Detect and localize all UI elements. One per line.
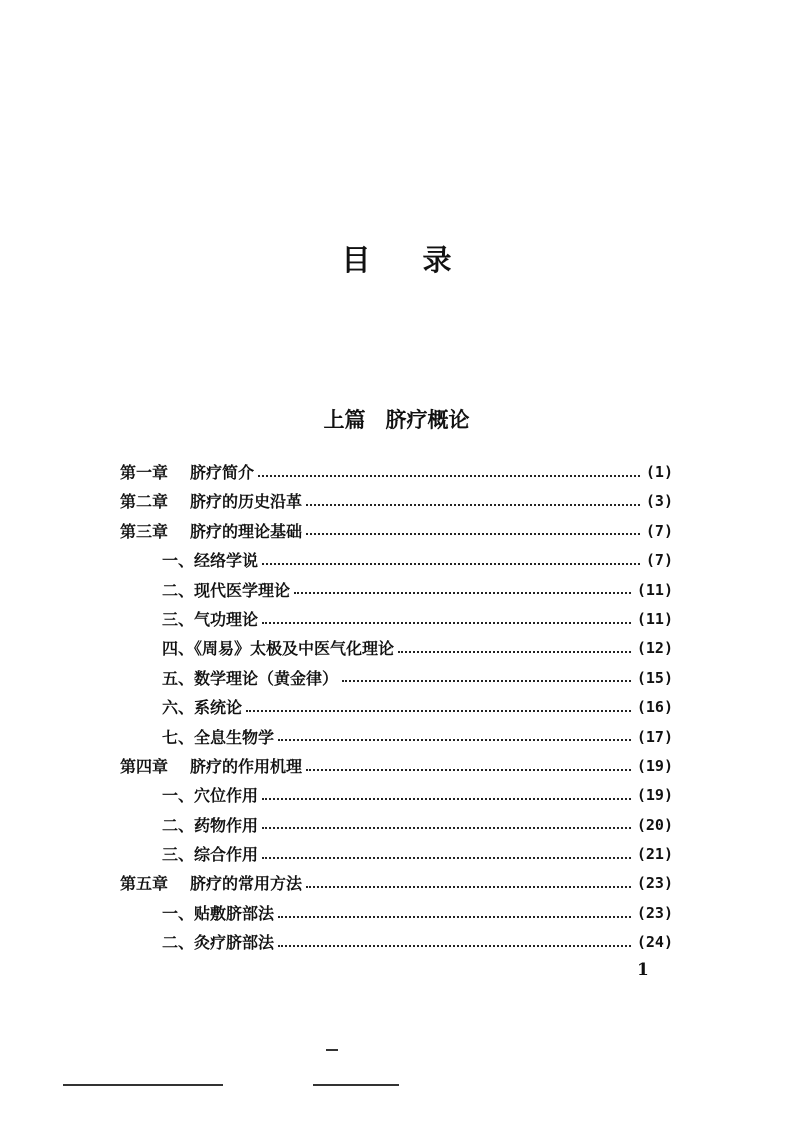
toc-entry xyxy=(120,487,673,516)
toc-entry-title: 五、数学理论（黄金律） xyxy=(162,668,339,688)
toc-entry-title: 二、现代医学理论 xyxy=(162,580,291,600)
page-title xyxy=(0,238,793,279)
toc-entry xyxy=(120,752,673,781)
toc-page-number: (1) xyxy=(645,462,673,481)
toc-entry xyxy=(120,723,673,752)
toc-dot-leader xyxy=(306,886,631,888)
toc-page-number: (7) xyxy=(645,521,673,540)
toc-entry xyxy=(120,781,673,810)
toc-page-number: (23) xyxy=(636,903,673,922)
toc-dot-leader xyxy=(262,857,631,859)
toc-entry-title: 三、气功理论 xyxy=(162,609,259,629)
toc-dot-leader xyxy=(262,798,631,800)
section-title xyxy=(0,404,793,434)
page-title-char-1: 目 xyxy=(341,243,371,277)
toc-dot-leader xyxy=(262,827,631,829)
toc-page-number: (19) xyxy=(636,756,673,775)
toc-chapter-number: 第四章 xyxy=(120,756,169,776)
toc-page-number: (7) xyxy=(645,551,673,570)
page-title-char-2: 录 xyxy=(422,243,452,277)
toc-entry-title: 一、贴敷脐部法 xyxy=(162,903,275,923)
toc-page-number: (19) xyxy=(636,786,673,805)
toc-dot-leader xyxy=(262,622,631,624)
toc-dot-leader xyxy=(294,592,631,594)
toc-dot-leader xyxy=(258,475,640,477)
toc-entry xyxy=(120,605,673,634)
toc-dot-leader xyxy=(342,680,631,682)
toc-dot-leader xyxy=(246,710,631,712)
toc-entry xyxy=(120,664,673,693)
toc-entry xyxy=(120,840,673,869)
toc-entry xyxy=(120,576,673,605)
toc-chapter-number: 第五章 xyxy=(120,874,169,894)
toc-dot-leader xyxy=(306,533,640,535)
table-of-contents xyxy=(120,458,673,958)
toc-page-number: (11) xyxy=(636,609,673,628)
toc-entry xyxy=(120,458,673,487)
toc-page-number: (20) xyxy=(636,815,673,834)
toc-dot-leader xyxy=(262,563,640,565)
toc-dot-leader xyxy=(306,769,631,771)
toc-entry-title: 二、灸疗脐部法 xyxy=(162,933,275,953)
toc-page-number: (16) xyxy=(636,698,673,717)
toc-entry xyxy=(120,899,673,928)
toc-entry xyxy=(120,869,673,898)
toc-entry xyxy=(120,811,673,840)
toc-entry-title: 脐疗简介 xyxy=(190,462,255,482)
toc-entry-title: 脐疗的历史沿革 xyxy=(190,492,303,512)
toc-dot-leader xyxy=(398,651,631,653)
toc-page-number: (23) xyxy=(636,874,673,893)
toc-entry-title: 六、系统论 xyxy=(162,698,243,718)
toc-entry-title: 七、全息生物学 xyxy=(162,727,275,747)
toc-entry-title: 脐疗的理论基础 xyxy=(190,521,303,541)
section-name: 脐疗概论 xyxy=(385,408,470,432)
scan-mark xyxy=(63,1084,223,1086)
toc-page-number: (15) xyxy=(636,668,673,687)
page-number: 1 xyxy=(637,960,649,980)
toc-entry xyxy=(120,693,673,722)
toc-page-number: (11) xyxy=(636,580,673,599)
toc-entry-title: 脐疗的常用方法 xyxy=(190,874,303,894)
section-part: 上篇 xyxy=(323,408,366,432)
toc-dot-leader xyxy=(306,504,640,506)
toc-entry-title: 三、综合作用 xyxy=(162,845,259,865)
toc-entry-title: 脐疗的作用机理 xyxy=(190,756,303,776)
scan-mark xyxy=(313,1084,399,1086)
toc-dot-leader xyxy=(278,916,631,918)
toc-dot-leader xyxy=(278,739,631,741)
toc-page-number: (24) xyxy=(636,933,673,952)
toc-entry-title: 一、经络学说 xyxy=(162,551,259,571)
toc-chapter-number: 第一章 xyxy=(120,462,169,482)
toc-entry xyxy=(120,546,673,575)
toc-dot-leader xyxy=(278,945,631,947)
toc-chapter-number: 第二章 xyxy=(120,492,169,512)
toc-page-number: (17) xyxy=(636,727,673,746)
toc-entry xyxy=(120,517,673,546)
toc-entry-title: 一、穴位作用 xyxy=(162,786,259,806)
toc-entry-title: 二、药物作用 xyxy=(162,815,259,835)
toc-entry xyxy=(120,928,673,957)
toc-entry-title: 四、《周易》太极及中医气化理论 xyxy=(162,639,395,659)
toc-chapter-number: 第三章 xyxy=(120,521,169,541)
toc-entry xyxy=(120,634,673,663)
toc-page-number: (21) xyxy=(636,845,673,864)
toc-page-number: (12) xyxy=(636,639,673,658)
scan-mark xyxy=(326,1049,338,1051)
toc-page-number: (3) xyxy=(645,492,673,511)
